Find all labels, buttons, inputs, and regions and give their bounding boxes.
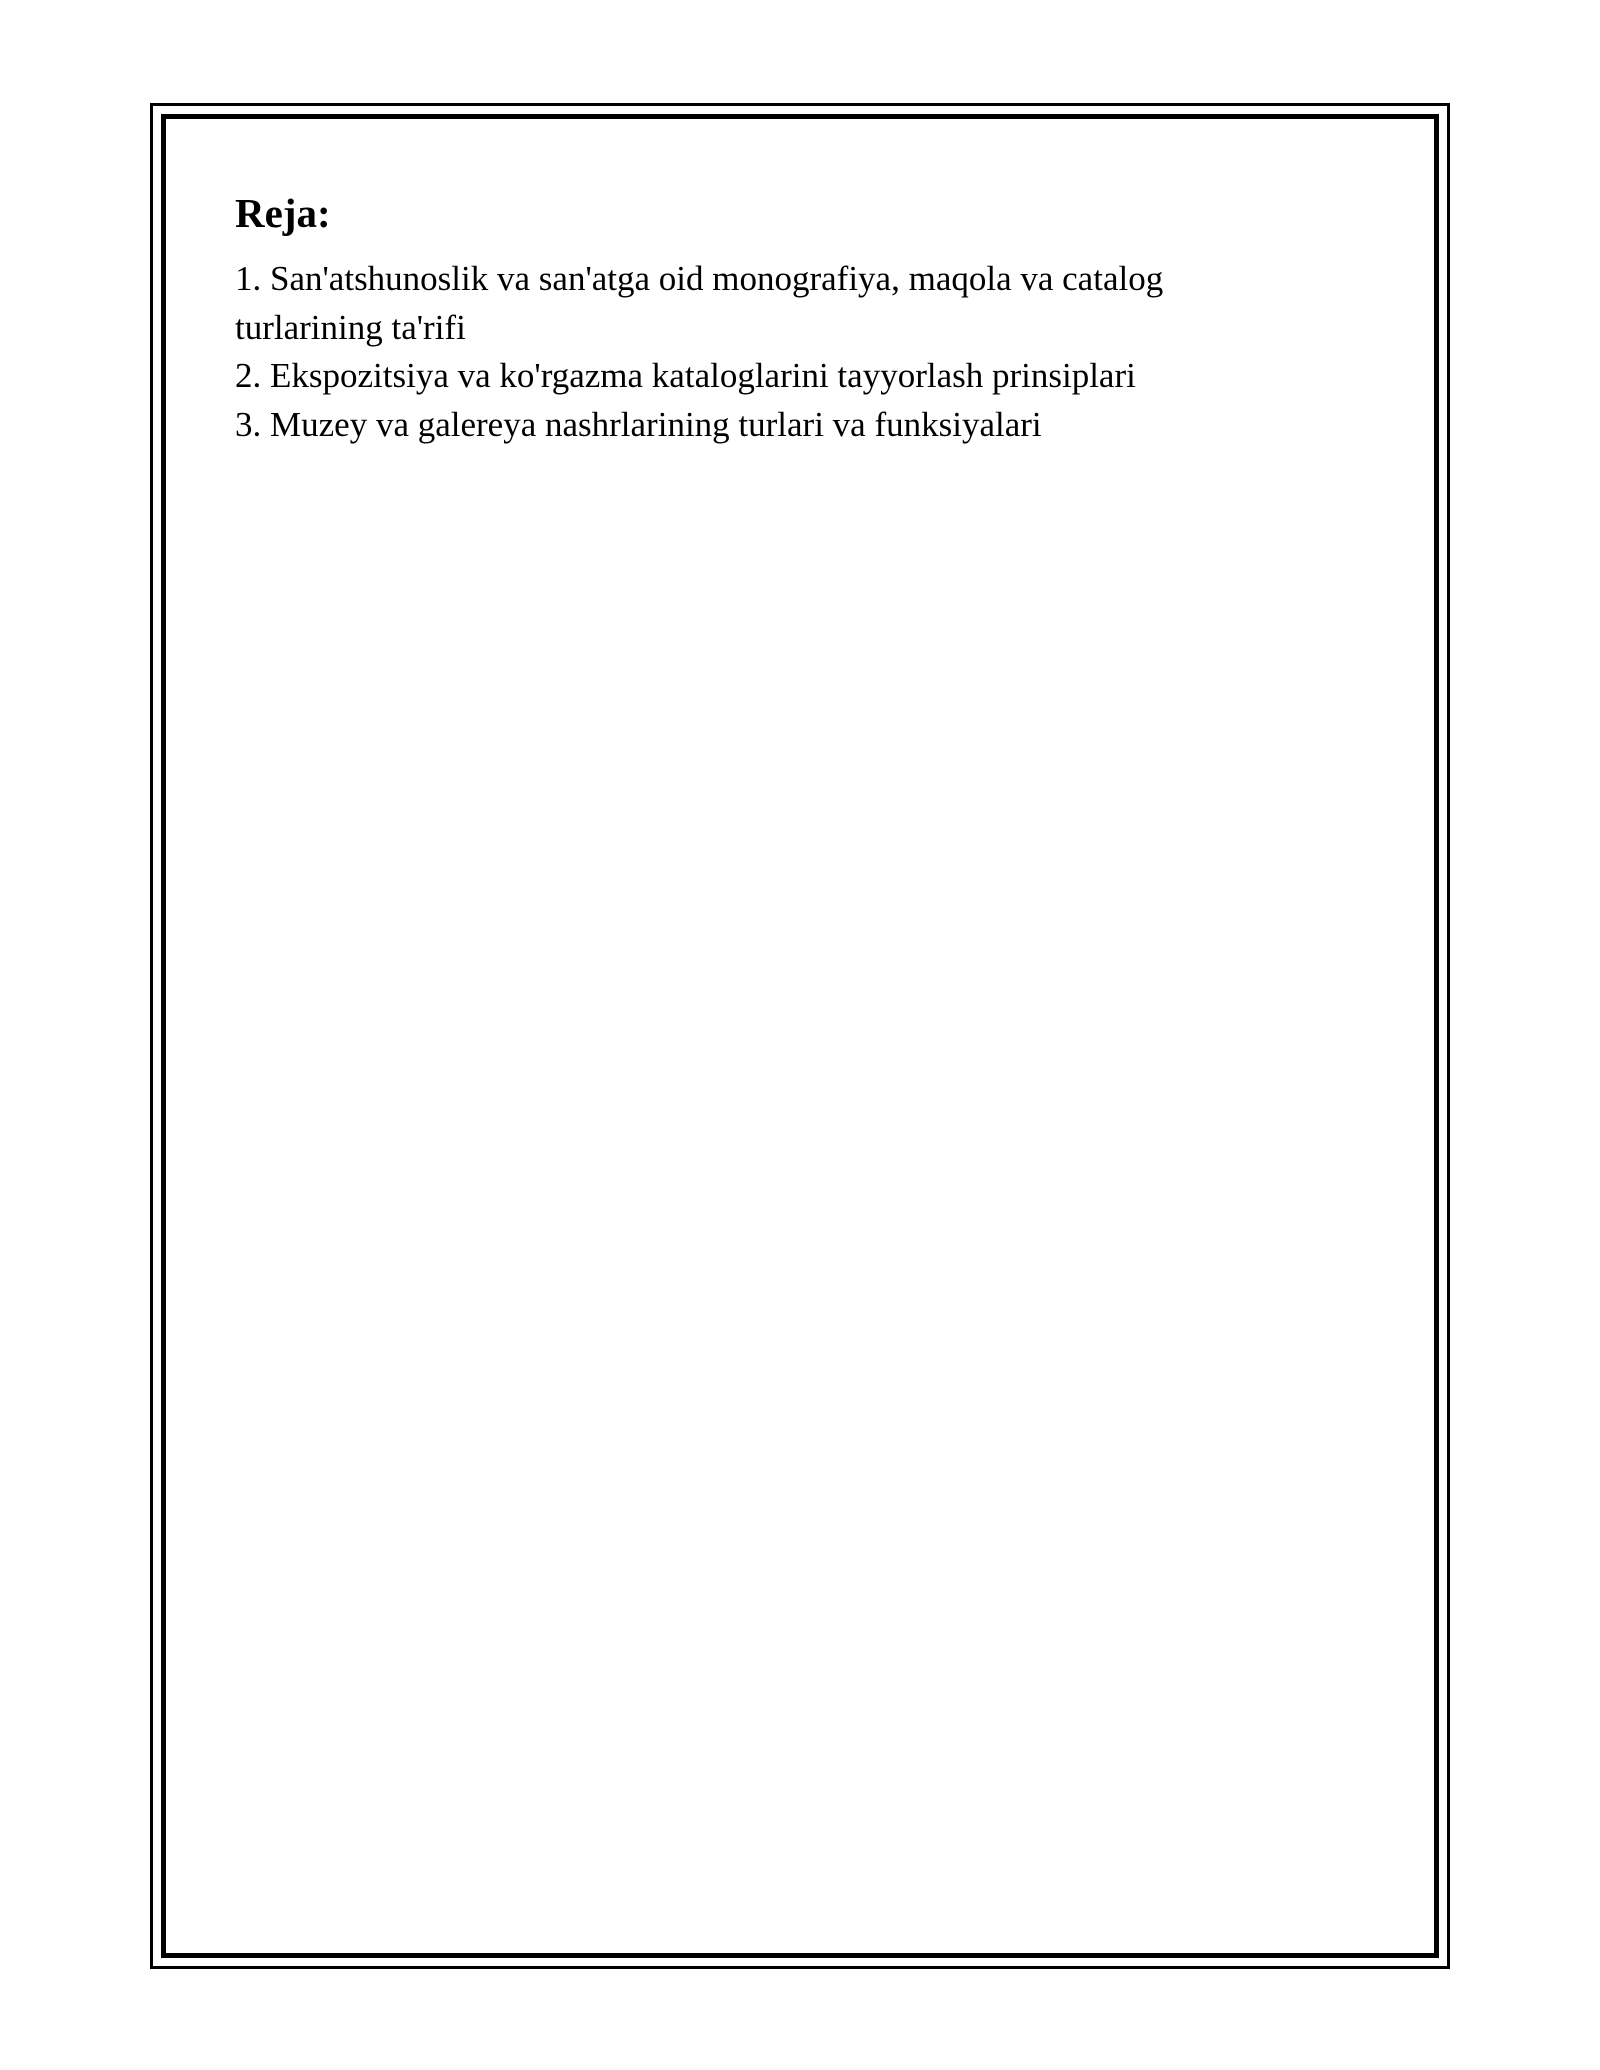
plan-list [235, 255, 1255, 449]
document-content [235, 185, 1255, 449]
plan-item-2: 2. Ekspozitsiya va ko'rgazma kataloglarini tayyorlash prinsiplari [235, 356, 1136, 395]
plan-title: Reja: [235, 190, 331, 236]
plan-item-3: 3. Muzey va galereya nashrlarining turlari va funksiyalari [235, 404, 1042, 444]
plan-item-1: 1. San'atshunoslik va san'atga oid monografiya, maqola va catalog turlarining ta'rifi [235, 259, 1164, 347]
